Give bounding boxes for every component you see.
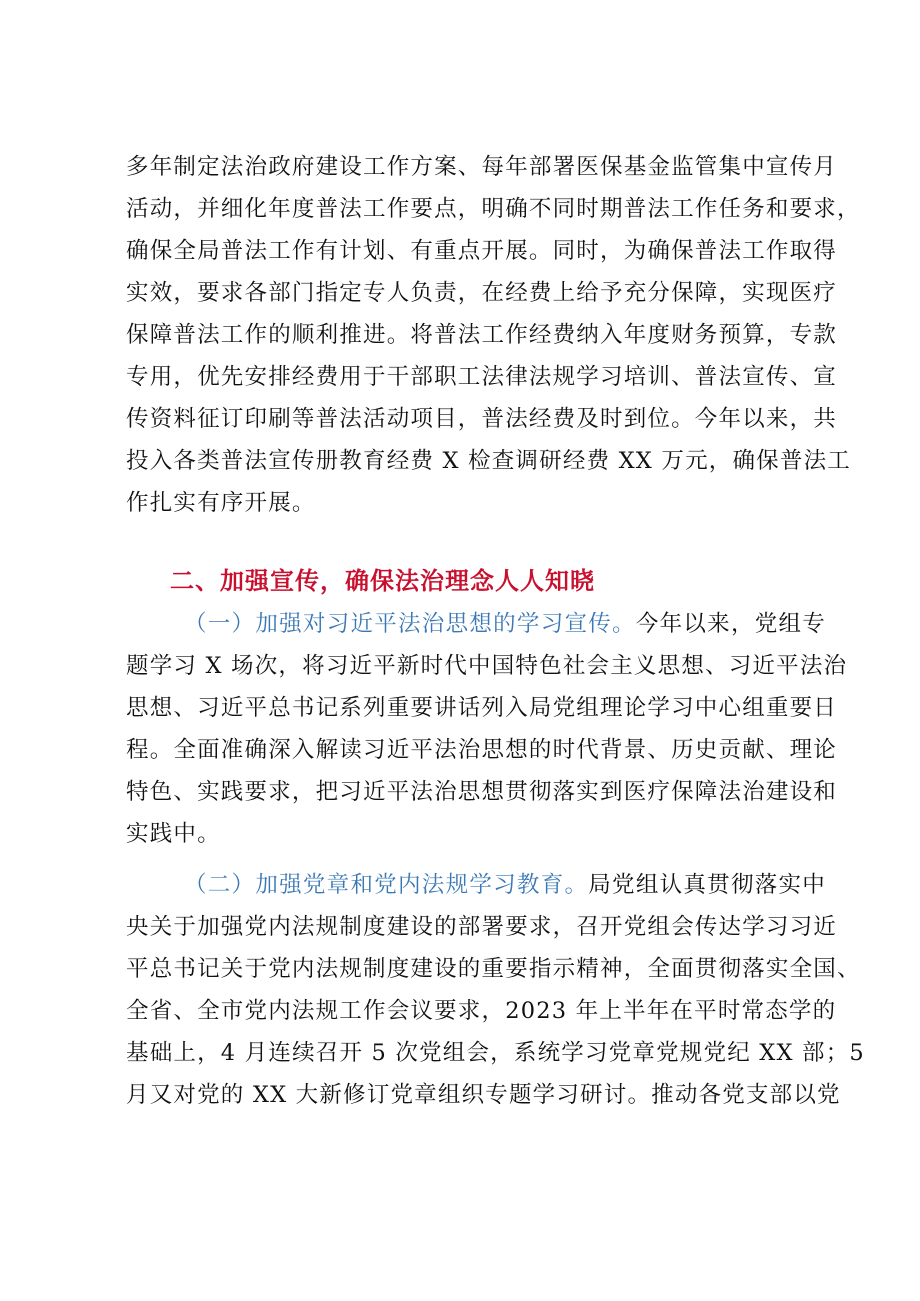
paragraph-line: 活动，并细化年度普法工作要点，明确不同时期普法工作任务和要求， xyxy=(126,196,861,222)
section-2-first-line xyxy=(126,864,826,906)
paragraph-line: 保障普法工作的顺利推进。将普法工作经费纳入年度财务预算，专款 xyxy=(126,322,838,348)
paragraph-line: 实效，要求各部门指定专人负责，在经费上给予充分保障，实现医疗 xyxy=(126,280,838,306)
section-1 xyxy=(126,603,848,855)
section-1-title: （一）加强对习近平法治思想的学习宣传。 xyxy=(184,611,636,637)
paragraph-1 xyxy=(126,146,861,524)
paragraph-line: 题学习 X 场次，将习近平新时代中国特色社会主义思想、习近平法治 xyxy=(126,653,848,679)
paragraph-line: 思想、习近平总书记系列重要讲话列入局党组理论学习中心组重要日 xyxy=(126,695,838,721)
paragraph-line: 专用，优先安排经费用于干部职工法律法规学习培训、普法宣传、宣 xyxy=(126,364,838,390)
paragraph-line: 特色、实践要求，把习近平法治思想贯彻落实到医疗保障法治建设和 xyxy=(126,779,838,805)
paragraph-line: 程。全面准确深入解读习近平法治思想的时代背景、历史贡献、理论 xyxy=(126,737,838,763)
paragraph-line: 月又对党的 XX 大新修订党章组织专题学习研讨。推动各党支部以党 xyxy=(126,1082,841,1108)
section-2-title: （二）加强党章和党内法规学习教育。 xyxy=(184,872,589,898)
section-2 xyxy=(126,864,865,1116)
paragraph-line: 投入各类普法宣传册教育经费 X 检查调研经费 XX 万元，确保普法工 xyxy=(126,448,851,474)
paragraph-line: 确保全局普法工作有计划、有重点开展。同时，为确保普法工作取得 xyxy=(126,238,838,264)
paragraph-line: 作扎实有序开展。 xyxy=(126,490,316,516)
section-1-first-line xyxy=(126,603,826,645)
section-1-first-line-text: 今年以来，党组专 xyxy=(635,611,826,637)
paragraph-line: 传资料征订印刷等普法活动项目，普法经费及时到位。今年以来，共 xyxy=(126,406,838,432)
section-heading: 二、加强宣传，确保法治理念人人知晓 xyxy=(170,566,595,595)
paragraph-line: 全省、全市党内法规工作会议要求，2023 年上半年在平时常态学的 xyxy=(126,998,837,1024)
paragraph-line: 多年制定法治政府建设工作方案、每年部署医保基金监管集中宣传月 xyxy=(126,154,838,180)
paragraph-line: 基础上，4 月连续召开 5 次党组会，系统学习党章党规党纪 XX 部；5 xyxy=(126,1040,865,1066)
section-2-first-line-text: 局党组认真贯彻落实中 xyxy=(588,872,826,898)
paragraph-line: 央关于加强党内法规制度建设的部署要求，召开党组会传达学习习近 xyxy=(126,914,838,940)
paragraph-line: 平总书记关于党内法规制度建设的重要指示精神，全面贯彻落实全国、 xyxy=(126,956,861,982)
paragraph-line: 实践中。 xyxy=(126,821,221,847)
